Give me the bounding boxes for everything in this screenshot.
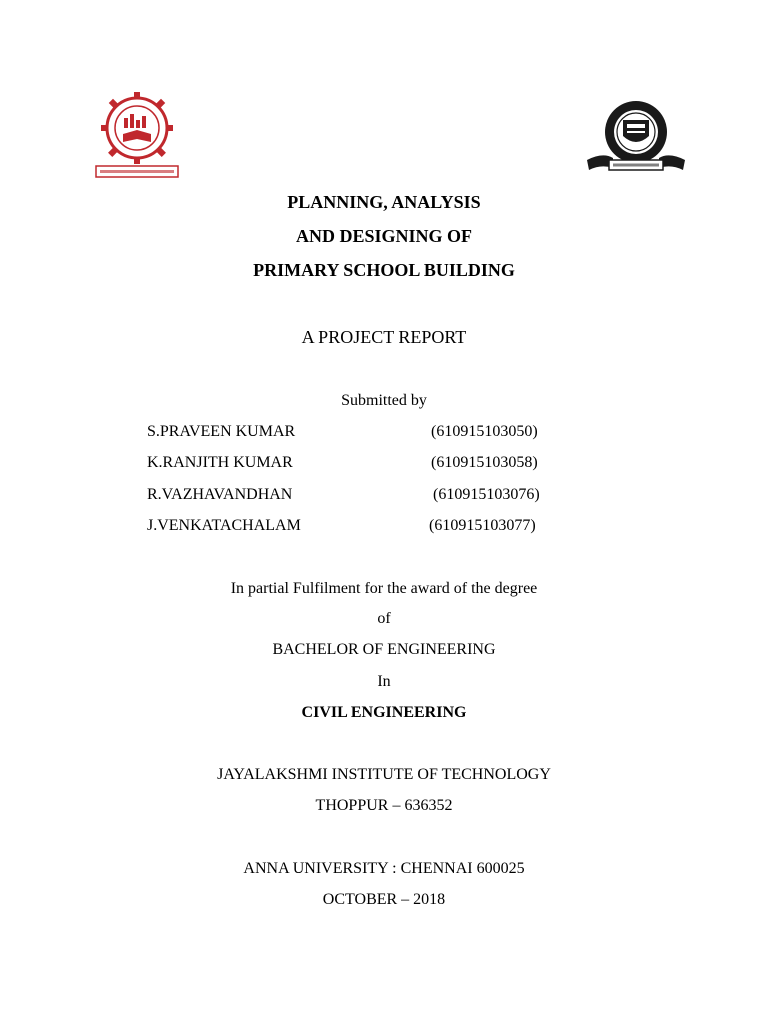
institute-name: JAYALAKSHMI INSTITUTE OF TECHNOLOGY [217,766,551,783]
jit-logo [583,98,689,178]
university: ANNA UNIVERSITY : CHENNAI 600025 [243,860,525,877]
title-line-2: AND DESIGNING OF [295,226,473,246]
submitted-by-label: Submitted by [341,392,427,409]
student-name: R.VAZHAVANDHAN [147,486,293,503]
student-reg-no: (610915103076) [433,486,540,503]
gear-emblem-icon [90,90,184,180]
degree-statement: In partial Fulfilment for the award of the degree [230,580,538,597]
department: CIVIL ENGINEERING [301,704,467,721]
report-type: A PROJECT REPORT [301,327,467,347]
submission-date: OCTOBER – 2018 [322,891,446,908]
title-line-3: PRIMARY SCHOOL BUILDING [253,260,515,280]
institute-seal-icon [583,98,689,178]
title-line-1: PLANNING, ANALYSIS [287,192,481,212]
student-reg-no: (610915103077) [429,517,536,534]
degree-in: In [377,673,391,690]
student-reg-no: (610915103050) [431,423,538,440]
student-name: K.RANJITH KUMAR [147,454,293,471]
degree-of: of [377,610,391,627]
anna-university-logo [90,90,184,180]
student-name: J.VENKATACHALAM [147,517,301,534]
student-reg-no: (610915103058) [431,454,538,471]
institute-location: THOPPUR – 636352 [315,797,453,814]
degree-name: BACHELOR OF ENGINEERING [272,641,496,658]
student-name: S.PRAVEEN KUMAR [147,423,296,440]
